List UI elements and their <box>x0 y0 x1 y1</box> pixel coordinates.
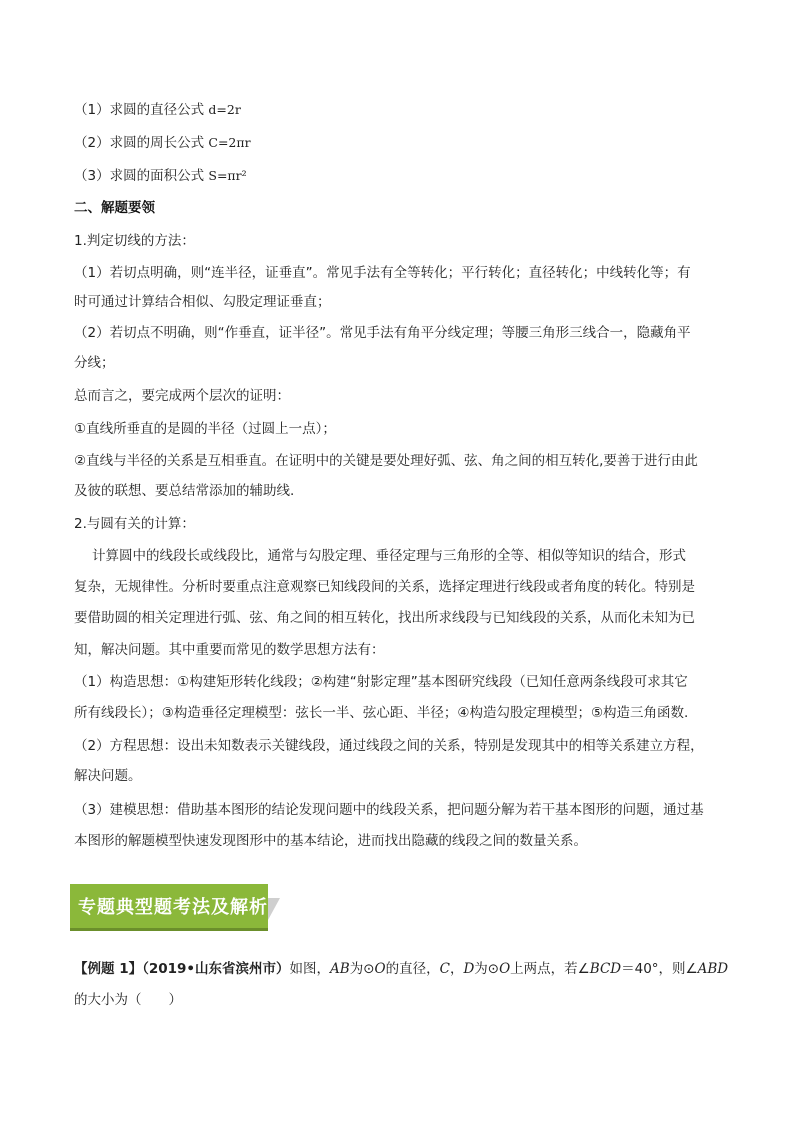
var-o: O <box>374 961 386 977</box>
calc-para-line1: 计算圆中的线段长或线段比，通常与勾股定理、垂径定理与三角形的全等、相似等知识的结合，形式 <box>92 548 686 564</box>
example-text: ， <box>449 961 464 977</box>
calc-para-line3: 要借助圆的相关定理进行弧、弦、角之间的相互转化，找出所求线段与已知线段的关系，从而化未知为已 <box>74 610 695 626</box>
tangent-point1: ①直线所垂直的是圆的半径（过圆上一点）； <box>74 421 336 437</box>
var-d: D <box>463 961 475 977</box>
var-ab: AB <box>330 961 350 977</box>
section-title: 二、解题要领 <box>74 200 155 216</box>
tangent-summary: 总而言之，要完成两个层次的证明： <box>74 388 290 404</box>
method-construct-line1: （1）构造思想：①构建矩形转化线段；②构建“射影定理”基本图研究线段（已知任意两条线段可求其它 <box>74 674 688 690</box>
formula-label: （1）求圆的直径公式 <box>74 102 205 118</box>
example-text: 的直径， <box>385 961 440 977</box>
calc-para-line4: 知，解决问题。其中重要而常见的数学思想方法有： <box>74 642 385 658</box>
var-c: C <box>439 961 450 977</box>
method-construct-line2: 所有线段长）；③构造垂径定理模型：弦长一半、弦心距、半径；④构造勾股定理模型；⑤构造三角函数. <box>74 705 689 721</box>
example-text: 如图， <box>289 961 331 977</box>
formula-label: （2）求圆的周长公式 <box>74 135 205 151</box>
method-equation-line2: 解决问题。 <box>74 768 142 784</box>
formula-label: （3）求圆的面积公式 <box>74 168 205 184</box>
tangent-point2-line1: ②直线与半径的关系是互相垂直。在证明中的关键是要处理好弧、弦、角之间的相互转化,要善于进行由此 <box>74 453 698 469</box>
tangent-p1-line2: 时可通过计算结合相似、勾股定理证垂直； <box>74 294 331 310</box>
example-line1 <box>74 959 734 979</box>
example-text: 上两点，若∠ <box>510 961 590 977</box>
method-model-line2: 本图形的解题模型快速发现图形中的基本结论，进而找出隐藏的线段之间的数量关系。 <box>74 833 587 849</box>
tangent-heading: 1.判定切线的方法： <box>74 233 195 249</box>
example-text: 为⊙ <box>474 961 500 977</box>
example-source: （2019•山东省滨州市） <box>142 961 290 977</box>
example-tag: 【例题 1】 <box>74 961 143 977</box>
formula-diameter <box>74 100 734 120</box>
example-text: ＝40°，则∠ <box>621 961 698 977</box>
formula-expr: d=2r <box>208 102 241 117</box>
tangent-p2-line2: 分线； <box>74 355 115 371</box>
formula-expr: S=πr² <box>208 168 247 183</box>
var-abd: ABD <box>697 961 729 977</box>
calc-heading: 2.与圆有关的计算： <box>74 516 195 532</box>
formula-expr: C=2πr <box>208 135 251 150</box>
example-line2: 的大小为（ ） <box>74 992 182 1008</box>
var-o: O <box>499 961 511 977</box>
banner-title: 专题典型题考法及解析 <box>78 897 268 918</box>
example-text: 为⊙ <box>349 961 375 977</box>
formula-circumference <box>74 133 734 153</box>
method-equation-line1: （2）方程思想：设出未知数表示关键线段，通过线段之间的关系，特别是发现其中的相等关系建立方程， <box>74 738 704 754</box>
formula-area <box>74 166 734 186</box>
method-model-line1: （3）建模思想：借助基本图形的结论发现问题中的线段关系，把问题分解为若干基本图形的问题，通过基 <box>74 802 704 818</box>
tangent-p2-line1: （2）若切点不明确，则“作垂直，证半径”。常见手法有角平分线定理；等腰三角形三线合一，隐藏角平 <box>74 325 691 341</box>
tangent-point2-line2: 及彼的联想、要总结常添加的辅助线. <box>74 483 295 499</box>
tangent-p1-line1: （1）若切点明确，则“连半径，证垂直”。常见手法有全等转化；平行转化；直径转化；中线转化等；有 <box>74 265 691 281</box>
calc-para-line2: 复杂，无规律性。分析时要重点注意观察已知线段间的关系，选择定理进行线段或者角度的转化。特别是 <box>74 579 695 595</box>
var-bcd: BCD <box>589 961 622 977</box>
